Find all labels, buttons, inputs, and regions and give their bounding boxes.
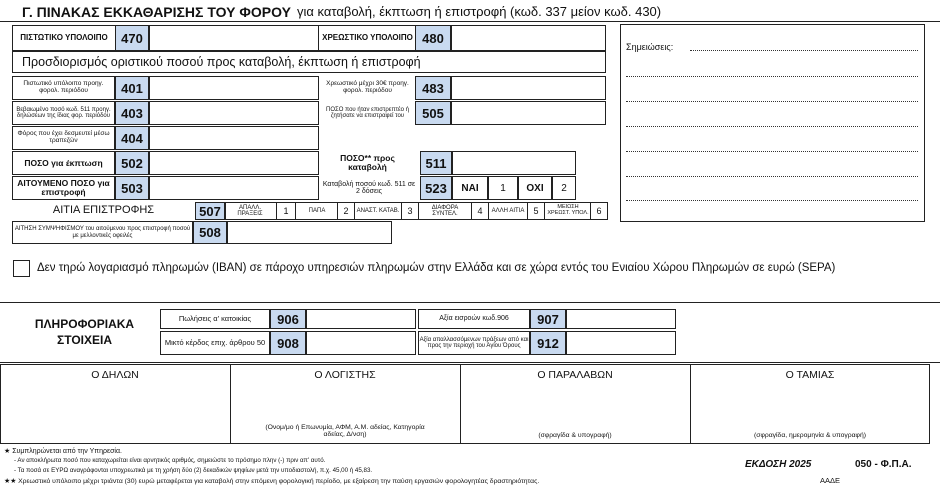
notes-line[interactable] bbox=[626, 151, 918, 152]
no-checkbox[interactable]: 2 bbox=[552, 176, 576, 200]
yes-checkbox[interactable]: 1 bbox=[488, 176, 518, 200]
field-503[interactable] bbox=[149, 176, 319, 200]
notes-box bbox=[620, 24, 925, 222]
divider bbox=[0, 362, 940, 363]
reason-5-checkbox[interactable]: 5 bbox=[527, 202, 545, 220]
r511-label: ΠΟΣΟ** προς καταβολή bbox=[340, 153, 395, 172]
code-912: 912 bbox=[530, 331, 566, 355]
field-912[interactable] bbox=[566, 331, 676, 355]
refund-label: ΑΙΤΙΑ ΕΠΙΣΤΡΟΦΗΣ bbox=[52, 204, 155, 217]
field-908[interactable] bbox=[306, 331, 416, 355]
footer-note-3: - Τα ποσά σε ΕΥΡΩ αναγράφονται υποχρεωτικά με τη χρήση δύο (2) δεκαδικών ψηφίων μετά την υποδιαστολή, π.χ. 45,00 ή 45,83. bbox=[14, 467, 373, 474]
code-403: 403 bbox=[115, 101, 149, 125]
code-908: 908 bbox=[270, 331, 306, 355]
reason-4-checkbox[interactable]: 4 bbox=[471, 202, 489, 220]
field-404[interactable] bbox=[149, 126, 319, 150]
page-title: Γ. ΠΙΝΑΚΑΣ ΕΚΚΑΘΑΡΙΣΗΣ ΤΟΥ ΦΟΡΟΥ bbox=[22, 4, 291, 20]
reason-1-label: ΑΠΑΛΛ. ΠΡΑΞΕΙΣ bbox=[237, 204, 263, 217]
sig-declarant-title: Ο ΔΗΛΩΝ bbox=[91, 369, 139, 382]
notes-line[interactable] bbox=[626, 200, 918, 201]
info-title: ΠΛΗΡΟΦΟΡΙΑΚΑ ΣΤΟΙΧΕΙΑ bbox=[34, 316, 135, 347]
r483-label: Χρεωστικό μέχρι 30€ προηγ. φορολ. περιόδου bbox=[326, 80, 409, 94]
form-number: 050 - Φ.Π.Α. bbox=[855, 459, 912, 470]
sig-receiver-caption: (σφραγίδα & υπογραφή) bbox=[538, 432, 612, 440]
field-470[interactable] bbox=[149, 25, 319, 51]
field-505[interactable] bbox=[451, 101, 606, 125]
reason-5-label: ΑΛΛΗ ΑΙΤΙΑ bbox=[491, 207, 525, 214]
reason-6-checkbox[interactable]: 6 bbox=[590, 202, 608, 220]
code-404: 404 bbox=[115, 126, 149, 150]
footer-note-2: - Αν αποκλήρωτα ποσό που καταχωρείται είναι αρνητικός αριθμός, σημειώστε το πρόσημο πλην (-) πριν απ' αυτό. bbox=[14, 457, 326, 464]
r505-label: ΠΟΣΟ που ήταν επιστρεπτέο ή ζητήσατε να επιστραφεί του bbox=[326, 106, 409, 119]
iban-text: Δεν τηρώ λογαριασμό πληρωμών (IBAN) σε πάροχο υπηρεσιών πληρωμών στην Ελλάδα και σε χώρα εντός του Ενιαίου Χώρου Πληρωμών σε ευρώ (SEPA) bbox=[37, 262, 836, 274]
code-906: 906 bbox=[270, 309, 306, 329]
iban-checkbox[interactable] bbox=[13, 260, 30, 277]
reason-3-label: ΑΝΑΣΤ. ΚΑΤΑΒ. bbox=[356, 207, 400, 214]
footer-note-4: ★★ Χρεωστικό υπόλοιπο μέχρι τριάντα (30) ευρώ μεταφέρεται για καταβολή στην επόμενη φορολογική περίοδο, με εξαίρεση την παύση εργασιών φορολογητέας δραστηριότητας. bbox=[4, 478, 540, 485]
r906-label: Πωλήσεις α' κατοικίας bbox=[178, 314, 252, 324]
footer-note-1: ★ Συμπληρώνεται από την Υπηρεσία. bbox=[4, 448, 122, 455]
sig-accountant-title: Ο ΛΟΓΙΣΤΗΣ bbox=[314, 369, 376, 382]
field-511[interactable] bbox=[452, 151, 576, 175]
code-480: 480 bbox=[415, 25, 451, 51]
reason-6-label: ΜΕΙΩΣΗ ΧΡΕΩΣΤ. ΥΠΟΛ. bbox=[547, 204, 589, 216]
field-401[interactable] bbox=[149, 76, 319, 100]
code-907: 907 bbox=[530, 309, 566, 329]
reason-3-checkbox[interactable]: 3 bbox=[401, 202, 419, 220]
sig-cashier-title: Ο ΤΑΜΙΑΣ bbox=[785, 369, 835, 382]
r508-label: ΑΙΤΗΣΗ ΣΥΜΨΗΦΙΣΜΟΥ του αιτούμενου προς επιστροφή ποσού με μελλοντικές οφειλές bbox=[14, 226, 191, 239]
r912-label: Αξία απαλλασσόμενων πράξεων από και προς την περιοχή του Αγίου Όρους bbox=[419, 336, 529, 349]
field-508[interactable] bbox=[227, 221, 392, 244]
code-508: 508 bbox=[193, 221, 227, 244]
agency-label: ΑΑΔΕ bbox=[820, 476, 841, 485]
reason-1-checkbox[interactable]: 1 bbox=[276, 202, 296, 220]
field-906[interactable] bbox=[306, 309, 416, 329]
code-502: 502 bbox=[115, 151, 149, 175]
reason-2-label: ΠΑΠΑ bbox=[308, 207, 326, 214]
notes-line[interactable] bbox=[626, 101, 918, 102]
code-505: 505 bbox=[415, 101, 451, 125]
sig-receiver-title: Ο ΠΑΡΑΛΑΒΩΝ bbox=[537, 369, 613, 382]
r401-label: Πιστωτικό υπόλοιπο προηγ. φορολ. περιόδου bbox=[23, 80, 104, 94]
form-header bbox=[0, 0, 940, 22]
code-507: 507 bbox=[195, 202, 225, 220]
r908-label: Μικτό κέρδος επιχ. άρθρου 50 bbox=[164, 338, 266, 348]
sig-accountant-caption: (Ονομ/μο ή Επωνυμία, ΑΦΜ, Α.Μ. αδείας, Κατηγορία αδείας, Δ/νση) bbox=[265, 423, 425, 438]
r404-label: Φόρος που έχει δεσμευτεί μέσω τραπεζών bbox=[17, 130, 110, 144]
r502-label: ΠΟΣΟ για έκπτωση bbox=[24, 157, 103, 168]
reason-4-label: ΔΙΑΦΟΡΑ ΣΥΝΤΕΛ. bbox=[431, 204, 459, 217]
edition-label: ΕΚΔΟΣΗ 2025 bbox=[745, 459, 812, 470]
credit-label: ΠΙΣΤΩΤΙΚΟ ΥΠΟΛΟΙΠΟ bbox=[20, 32, 108, 42]
notes-label: Σημειώσεις: bbox=[626, 42, 674, 52]
code-401: 401 bbox=[115, 76, 149, 100]
sig-cashier-caption: (σφραγίδα, ημερομηνία & υπογραφή) bbox=[753, 432, 866, 440]
no-label: ΟΧΙ bbox=[518, 176, 552, 200]
yes-label: ΝΑΙ bbox=[452, 176, 488, 200]
code-470: 470 bbox=[115, 25, 149, 51]
r403-label: Βεβαιωμένο ποσό κωδ. 511 προηγ. δηλώσεων της ίδιας φορ. περιόδου bbox=[16, 106, 111, 119]
field-907[interactable] bbox=[566, 309, 676, 329]
code-503: 503 bbox=[115, 176, 149, 200]
r907-label: Αξία εισροών κωδ.906 bbox=[439, 315, 509, 323]
field-483[interactable] bbox=[451, 76, 606, 100]
r503-label: ΑΙΤΟΥΜΕΝΟ ΠΟΣΟ για επιστροφή bbox=[17, 178, 110, 197]
code-511: 511 bbox=[420, 151, 452, 175]
sig-declarant-area[interactable] bbox=[4, 388, 226, 440]
field-403[interactable] bbox=[149, 101, 319, 125]
section-title: Προσδιορισμός οριστικού ποσού προς καταβολή, έκπτωση ή επιστροφή bbox=[22, 55, 421, 69]
divider bbox=[0, 302, 940, 303]
r523-label: Καταβολή ποσού κωδ. 511 σε 2 δόσεις bbox=[322, 180, 416, 195]
debit-label: ΧΡΕΩΣΤΙΚΟ ΥΠΟΛΟΙΠΟ bbox=[322, 32, 413, 42]
notes-line[interactable] bbox=[626, 126, 918, 127]
notes-line[interactable] bbox=[626, 176, 918, 177]
field-480[interactable] bbox=[451, 25, 606, 51]
notes-line[interactable] bbox=[690, 50, 918, 51]
reason-2-checkbox[interactable]: 2 bbox=[337, 202, 355, 220]
code-523: 523 bbox=[420, 176, 452, 200]
field-502[interactable] bbox=[149, 151, 319, 175]
notes-line[interactable] bbox=[626, 76, 918, 77]
page-subtitle: για καταβολή, έκπτωση ή επιστροφή (κωδ. 337 μείον κωδ. 430) bbox=[297, 4, 662, 19]
code-483: 483 bbox=[415, 76, 451, 100]
